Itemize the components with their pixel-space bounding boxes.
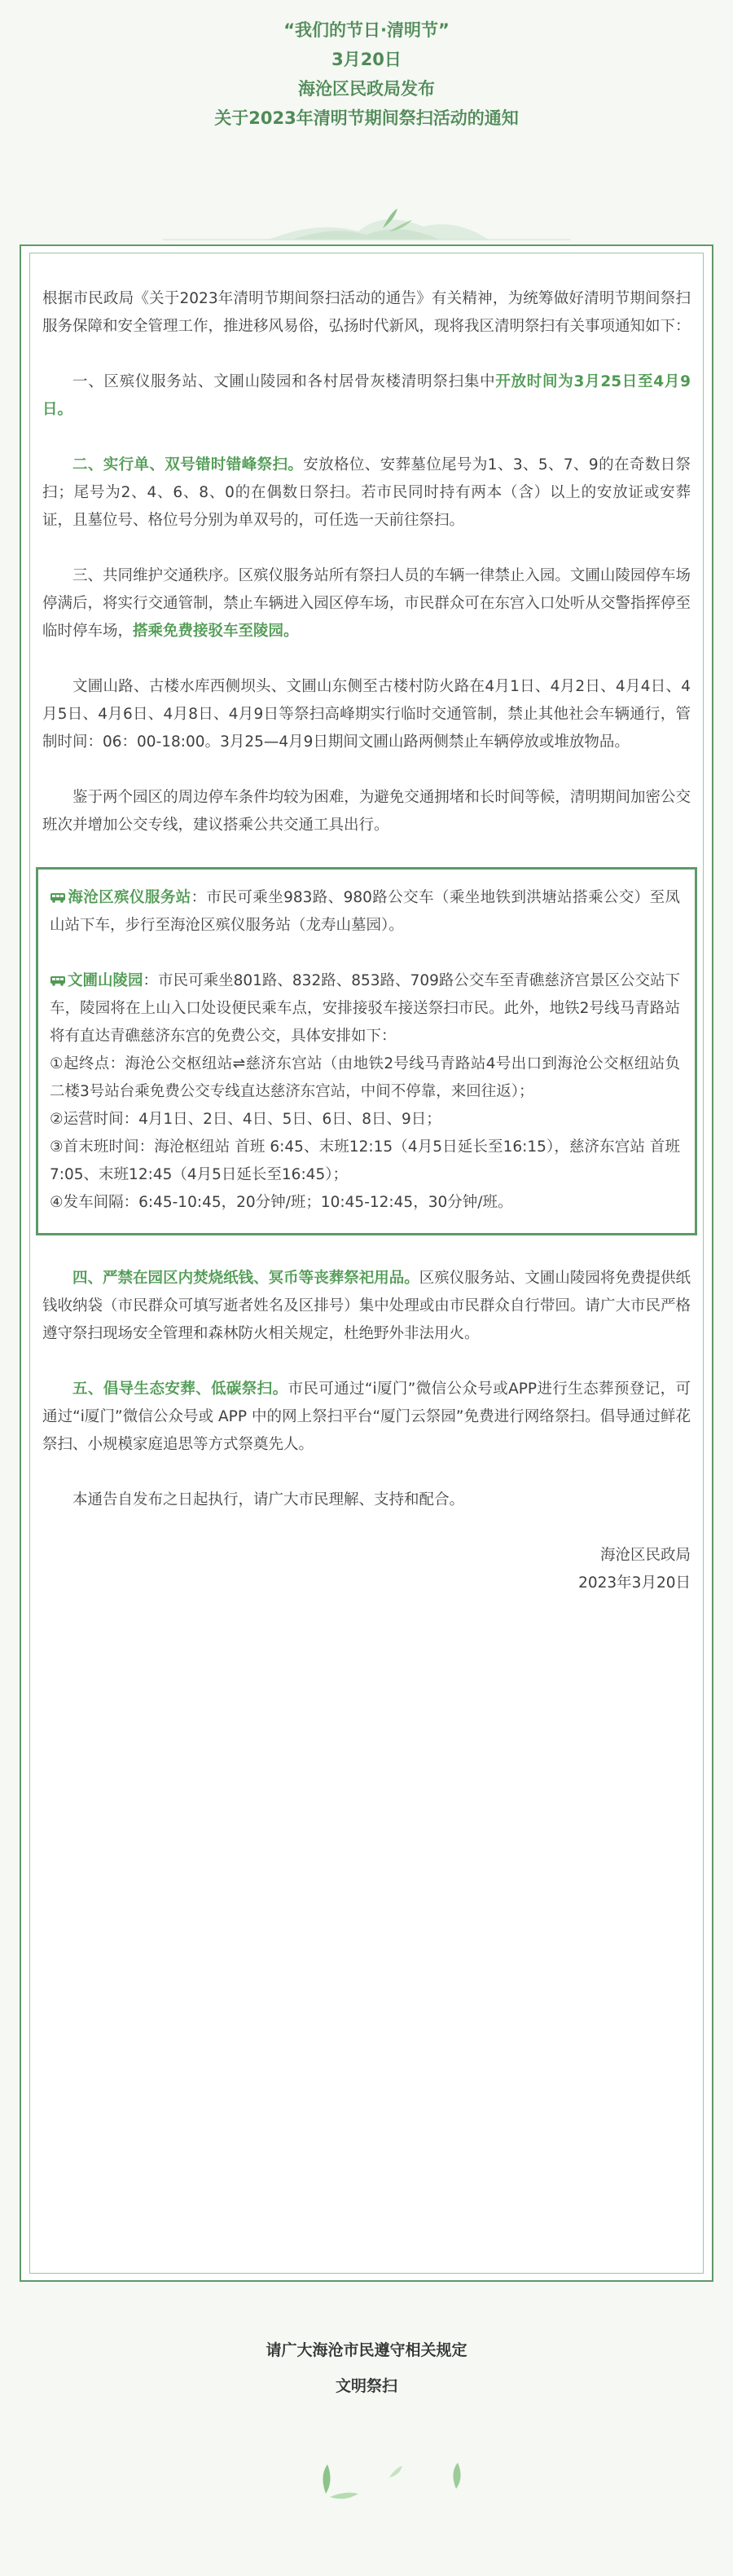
item-2-text: 安放格位、安葬墓位尾号为1、3、5、7、9的在奇数日祭扫；尾号为2、4、6、8、0的在偶数日祭扫。若市民同时持有两本（含）以上的安放证或安葬证，且墓位号、格位号分别为单双号的，可任选一天前往祭扫。 <box>42 456 691 529</box>
item-3 <box>42 562 691 645</box>
leaf-decoration <box>0 2461 733 2576</box>
bus-station-1-title: 海沧区殡仪服务站 <box>68 889 191 906</box>
item-3-text: 三、共同维护交通秩序。区殡仪服务站所有祭扫人员的车辆一律禁止入园。文圃山陵园停车场停满后，将实行交通管制，禁止车辆进入园区停车场，市民群众可在东宫入口处听从交警指挥停至临时停车场， <box>42 567 691 640</box>
parking-paragraph: 鉴于两个园区的周边停车条件均较为困难，为避免交通拥堵和长时间等候，清明期间加密公交班次并增加公交专线，建议搭乘公共交通工具出行。 <box>42 789 691 834</box>
item-5 <box>42 1376 691 1459</box>
item-2 <box>42 451 691 535</box>
bus-detail-3: ③首末班时间：海沧枢纽站 首班 6:45、末班12:15（4月5日延长至16:15），慈济东宫站 首班 7:05、末班12:45（4月5日延长至16:45）； <box>50 1138 680 1183</box>
intro-paragraph: 根据市民政局《关于2023年清明节期间祭扫活动的通告》有关精神，为统筹做好清明节期间祭扫服务保障和安全管理工作，推进移风易俗，弘扬时代新风，现将我区清明祭扫有关事项通知如下： <box>42 290 691 335</box>
item-4-highlight: 四、严禁在园区内焚烧纸钱、冥币等丧葬祭祀用品。 <box>72 1270 419 1287</box>
bus-station-2-text: ：市民可乘坐801路、832路、853路、709路公交车至青礁慈济宫景区公交站下车，陵园将在上山入口处设便民乘车点，安排接驳车接送祭扫市民。此外，地铁2号线马青路站将有直达青礁慈济东宫的免费公交，具体安排如下： <box>50 972 680 1045</box>
footer-line-2: 文明祭扫 <box>335 2377 397 2395</box>
traffic-control-paragraph: 文圃山路、古楼水库西侧坝头、文圃山东侧至古楼村防火路在4月1日、4月2日、4月4日、4月5日、4月6日、4月8日、4月9日等祭扫高峰期实行临时交通管制，禁止其他社会车辆通行，管制时间：06：00-18:00。3月25—4月9日期间文圃山路两侧禁止车辆停放或堆放物品。 <box>42 678 691 751</box>
item-1 <box>42 368 691 424</box>
footer <box>0 2339 733 2411</box>
bus-icon <box>50 892 66 903</box>
header <box>0 0 733 130</box>
bus-station-1-text: ：市民可乘坐983路、980路公交车（乘坐地铁到洪塘站搭乘公交）至凤山站下车，步行至海沧区殡仪服务站（龙寿山墓园）。 <box>50 889 680 934</box>
bus-detail-1: ①起终点：海沧公交枢纽站⇌慈济东宫站（由地铁2号线马青路站4号出口到海沧公交枢纽站负二楼3号站台乘免费公交专线直达慈济东宫站，中间不停靠，来回往返）； <box>50 1055 680 1100</box>
item-5-text: 市民可通过“i厦门”微信公众号或APP进行生态葬预登记，可通过“i厦门”微信公众号或 APP 中的网上祭扫平台“厦门云祭园”免费进行网络祭扫。倡导通过鲜花祭扫、小规模家庭追思等方式祭奠先人。 <box>42 1380 691 1453</box>
signature-org: 海沧区民政局 <box>599 1547 691 1564</box>
closing-paragraph: 本通告自发布之日起执行，请广大市民理解、支持和配合。 <box>72 1491 465 1508</box>
item-5-highlight: 五、倡导生态安葬、低碳祭扫。 <box>72 1380 288 1398</box>
item-1-highlight: 开放时间为3月25日至4月9日。 <box>42 373 691 418</box>
header-title: 关于2023年清明节期间祭扫活动的通知 <box>214 108 519 128</box>
item-3-highlight: 搭乘免费接驳车至陵园。 <box>133 623 299 640</box>
footer-line-1: 请广大海沧市民遵守相关规定 <box>266 2341 467 2359</box>
header-festival: “我们的节日·清明节” <box>283 20 450 40</box>
bus-station-2-title: 文圃山陵园 <box>68 972 143 989</box>
item-4 <box>42 1265 691 1348</box>
header-date: 3月20日 <box>331 50 402 69</box>
bus-icon <box>50 975 66 986</box>
bus-station-1 <box>50 884 680 940</box>
item-4-text: 区殡仪服务站、文圃山陵园将免费提供纸钱收纳袋（市民群众可填写逝者姓名及区排号）集中处理或由市民群众自行带回。请广大市民严格遵守祭扫现场安全管理和森林防火相关规定，杜绝野外非法用火。 <box>42 1270 691 1342</box>
bus-detail-2: ②运营时间：4月1日、2日、4日、5日、6日、8日、9日； <box>50 1111 441 1128</box>
notice-body <box>42 285 691 1625</box>
item-1-text: 一、区殡仪服务站、文圃山陵园和各村居骨灰楼清明祭扫集中 <box>72 373 496 390</box>
bus-station-2 <box>50 967 680 1050</box>
bus-info-box <box>36 867 697 1235</box>
signature-date: 2023年3月20日 <box>578 1574 691 1592</box>
mountain-decoration <box>0 204 733 244</box>
header-publisher: 海沧区民政局发布 <box>298 79 435 99</box>
bus-detail-4: ④发车间隔：6:45-10:45，20分钟/班；10:45-12:45，30分钟/班。 <box>50 1194 513 1211</box>
item-2-highlight: 二、实行单、双号错时错峰祭扫。 <box>72 456 304 473</box>
